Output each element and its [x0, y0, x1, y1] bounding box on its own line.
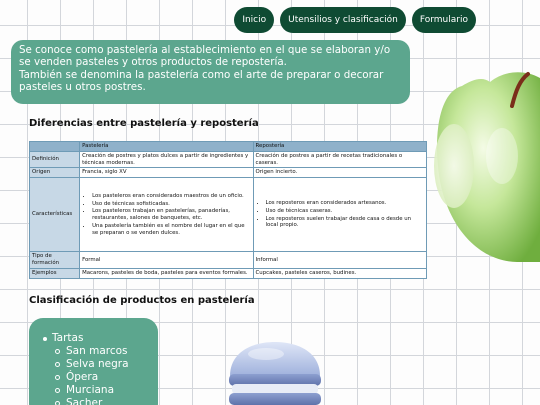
- list-item: [29, 358, 158, 371]
- table-header-row: [30, 142, 427, 152]
- green-apple-image: [432, 46, 540, 264]
- item-label: Sacher: [66, 397, 103, 405]
- category-label: Tartas: [52, 332, 84, 344]
- nav-inicio-button[interactable]: Inicio: [234, 7, 274, 33]
- cell-caracteristicas-pasteleria: [80, 178, 253, 252]
- intro-paragraph-2: También se denomina la pastelería como el arte de preparar o decorar pasteles u otros postres.: [19, 68, 384, 94]
- table-header-pasteleria: Pastelería: [80, 142, 253, 152]
- cell-caracteristicas-reposteria: [253, 178, 426, 252]
- nav-formulario-button[interactable]: Formulario: [412, 7, 476, 33]
- list-item: [29, 384, 158, 397]
- list-item: • Los reposteros eran considerados artesanos.: [266, 200, 424, 207]
- table-row: [30, 168, 427, 178]
- top-nav: [234, 7, 476, 33]
- clasificacion-list: [29, 332, 158, 405]
- list-caracteristicas-pasteleria: [82, 193, 250, 237]
- list-item: [29, 397, 158, 405]
- table-row: [30, 151, 427, 168]
- row-label-ejemplos: Ejemplos: [30, 268, 80, 278]
- item-label: Murciana: [66, 384, 115, 396]
- comparison-table: [29, 141, 427, 279]
- macaron-image: [226, 338, 324, 405]
- cell-ejemplos-reposteria: Cupcakes, pasteles caseros, budines.: [253, 268, 426, 278]
- circle-bullet-icon: [55, 349, 60, 354]
- table-row: [30, 252, 427, 269]
- circle-bullet-icon: [55, 375, 60, 380]
- list-item: • Los pasteleros eran considerados maestros de un oficio.: [92, 193, 250, 200]
- list-caracteristicas-reposteria: [256, 200, 424, 229]
- clasificacion-box: [29, 318, 158, 405]
- list-item: • Uso de técnicas caseras.: [266, 208, 424, 215]
- cell-definicion-reposteria: Creación de postres a partir de recetas tradicionales o caseras.: [253, 151, 426, 168]
- list-item: [29, 371, 158, 384]
- cell-origen-reposteria: Origen incierto.: [253, 168, 426, 178]
- row-label-caracteristicas: Características: [30, 178, 80, 252]
- section-title-diferencias: Diferencias entre pastelería y repostería: [29, 118, 259, 129]
- cell-tipo-pasteleria: Formal: [80, 252, 253, 269]
- cell-tipo-reposteria: Informal: [253, 252, 426, 269]
- item-label: San marcos: [66, 345, 128, 357]
- cell-origen-pasteleria: Francia, siglo XV: [80, 168, 253, 178]
- item-label: Selva negra: [66, 358, 129, 370]
- category-item: [29, 332, 158, 345]
- cell-ejemplos-pasteleria: Macarons, pasteles de boda, pasteles para eventos formales.: [80, 268, 253, 278]
- circle-bullet-icon: [55, 388, 60, 393]
- intro-box: [11, 40, 410, 104]
- list-item: • Uso de técnicas sofisticadas.: [92, 201, 250, 208]
- circle-bullet-icon: [55, 401, 60, 405]
- item-label: Ópera: [66, 371, 99, 383]
- row-label-tipo: Tipo de formación: [30, 252, 80, 269]
- table-header-reposteria: Repostería: [253, 142, 426, 152]
- cell-definicion-pasteleria: Creación de postres y platos dulces a partir de ingredientes y técnicas modernas.: [80, 151, 253, 168]
- list-item: • Los reposteros suelen trabajar desde casa o desde un local propio.: [266, 216, 424, 230]
- table-row: [30, 178, 427, 252]
- circle-bullet-icon: [55, 362, 60, 367]
- table-row: [30, 268, 427, 278]
- list-item: [29, 345, 158, 358]
- intro-paragraph-1: Se conoce como pastelería al establecimiento en el que se elaboran y/o se venden pasteles y otros productos de repostería.: [19, 44, 391, 69]
- list-item: • Una pastelería también es el nombre del lugar en el que se preparan o se venden dulces.: [92, 223, 250, 237]
- bullet-icon: [43, 337, 47, 341]
- table-header-empty: [30, 142, 80, 152]
- nav-utensilios-button[interactable]: Utensilios y clasificación: [280, 7, 406, 33]
- row-label-origen: Origen: [30, 168, 80, 178]
- section-title-clasificacion: Clasificación de productos en pastelería: [29, 295, 255, 306]
- row-label-definicion: Definición: [30, 151, 80, 168]
- list-item: • Los pasteleros trabajan en pastelerías, panaderías, restaurantes, salones de banquetes, etc.: [92, 208, 250, 222]
